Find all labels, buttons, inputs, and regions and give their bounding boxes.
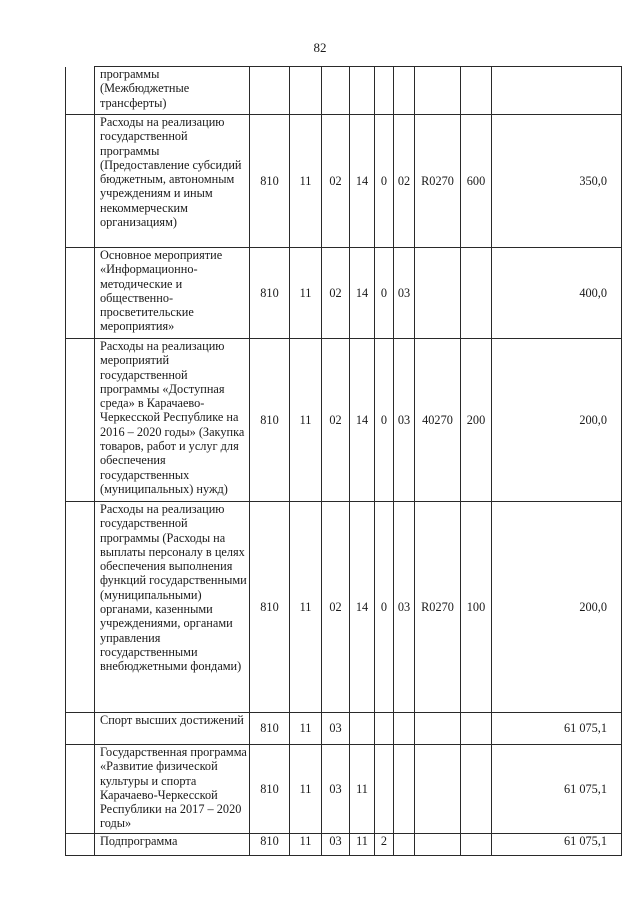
- blank-cell: [66, 745, 95, 834]
- code-cell: 0: [375, 339, 394, 502]
- code-cell: 14: [350, 248, 375, 339]
- row-name: Подпрограмма: [95, 834, 250, 856]
- row-name: Основное мероприятие «Информационно-методические и общественно-просветительские мероприятия»: [95, 248, 250, 339]
- code-cell: [290, 67, 322, 115]
- code-cell: 02: [322, 115, 350, 248]
- code-cell: 810: [250, 713, 290, 745]
- amount-cell: 61 075,1: [492, 745, 622, 834]
- code-cell: [415, 834, 461, 856]
- code-cell: 810: [250, 115, 290, 248]
- code-cell: 0: [375, 115, 394, 248]
- table-row: [66, 67, 622, 115]
- code-cell: 810: [250, 834, 290, 856]
- code-cell: [461, 834, 492, 856]
- code-cell: 11: [290, 248, 322, 339]
- code-cell: [350, 67, 375, 115]
- blank-cell: [66, 248, 95, 339]
- amount-cell: 400,0: [492, 248, 622, 339]
- code-cell: 11: [290, 339, 322, 502]
- code-cell: [415, 248, 461, 339]
- code-cell: 11: [290, 502, 322, 713]
- code-cell: 11: [290, 713, 322, 745]
- table-row: [66, 745, 622, 834]
- code-cell: 03: [394, 502, 415, 713]
- amount-cell: 200,0: [492, 339, 622, 502]
- code-cell: [375, 745, 394, 834]
- code-cell: 0: [375, 502, 394, 713]
- blank-cell: [66, 713, 95, 745]
- row-name: Расходы на реализацию государственной программы (Расходы на выплаты персоналу в целях обеспечения выполнения функций государственными (муниципальными) органами, казенными учреждениями, органами управления государственными внебюджетными фондами): [95, 502, 250, 713]
- code-cell: 14: [350, 502, 375, 713]
- code-cell: 02: [322, 248, 350, 339]
- code-cell: 03: [322, 713, 350, 745]
- page-number: 82: [313, 40, 327, 55]
- code-cell: 200: [461, 339, 492, 502]
- row-name: программы (Межбюджетные трансферты): [95, 67, 250, 115]
- code-cell: R0270: [415, 502, 461, 713]
- blank-cell: [66, 115, 95, 248]
- code-cell: 810: [250, 339, 290, 502]
- code-cell: [461, 248, 492, 339]
- code-cell: 11: [290, 834, 322, 856]
- amount-cell: 350,0: [492, 115, 622, 248]
- amount-cell: 61 075,1: [492, 834, 622, 856]
- code-cell: [350, 713, 375, 745]
- code-cell: 40270: [415, 339, 461, 502]
- table-row: [66, 834, 622, 856]
- code-cell: [461, 67, 492, 115]
- code-cell: 11: [350, 745, 375, 834]
- table-row: [66, 502, 622, 713]
- code-cell: [415, 745, 461, 834]
- code-cell: [394, 67, 415, 115]
- amount-cell: 61 075,1: [492, 713, 622, 745]
- blank-cell: [66, 834, 95, 856]
- row-name: Расходы на реализацию государственной программы (Предоставление субсидий бюджетным, автономным учреждениям и иным некоммерческим организациям): [95, 115, 250, 248]
- code-cell: 14: [350, 339, 375, 502]
- blank-cell: [66, 502, 95, 713]
- code-cell: [322, 67, 350, 115]
- code-cell: 02: [394, 115, 415, 248]
- code-cell: 100: [461, 502, 492, 713]
- code-cell: 03: [394, 248, 415, 339]
- blank-cell: [66, 339, 95, 502]
- code-cell: 810: [250, 502, 290, 713]
- code-cell: 2: [375, 834, 394, 856]
- code-cell: 810: [250, 745, 290, 834]
- row-name: Расходы на реализацию мероприятий государственной программы «Доступная среда» в Карачаево-Черкесской Республике на 2016 – 2020 годы» (Закупка товаров, работ и услуг для обеспечения государственных (муниципальных) нужд): [95, 339, 250, 502]
- code-cell: [394, 713, 415, 745]
- code-cell: [415, 713, 461, 745]
- code-cell: [394, 745, 415, 834]
- budget-table: [65, 66, 622, 856]
- code-cell: [250, 67, 290, 115]
- table-row: [66, 248, 622, 339]
- code-cell: 600: [461, 115, 492, 248]
- code-cell: 0: [375, 248, 394, 339]
- table-row: [66, 115, 622, 248]
- table-row: [66, 339, 622, 502]
- code-cell: R0270: [415, 115, 461, 248]
- row-name: Государственная программа «Развитие физической культуры и спорта Карачаево-Черкесской Республики на 2017 – 2020 годы»: [95, 745, 250, 834]
- table-row: [66, 713, 622, 745]
- code-cell: 810: [250, 248, 290, 339]
- code-cell: [375, 713, 394, 745]
- code-cell: 14: [350, 115, 375, 248]
- code-cell: 11: [290, 745, 322, 834]
- blank-cell: [66, 67, 95, 115]
- code-cell: [375, 67, 394, 115]
- code-cell: [461, 745, 492, 834]
- code-cell: 02: [322, 339, 350, 502]
- code-cell: 11: [290, 115, 322, 248]
- code-cell: 03: [394, 339, 415, 502]
- code-cell: [415, 67, 461, 115]
- amount-cell: [492, 67, 622, 115]
- code-cell: 03: [322, 834, 350, 856]
- amount-cell: 200,0: [492, 502, 622, 713]
- code-cell: [394, 834, 415, 856]
- code-cell: [461, 713, 492, 745]
- row-name: Спорт высших достижений: [95, 713, 250, 745]
- code-cell: 11: [350, 834, 375, 856]
- code-cell: 02: [322, 502, 350, 713]
- code-cell: 03: [322, 745, 350, 834]
